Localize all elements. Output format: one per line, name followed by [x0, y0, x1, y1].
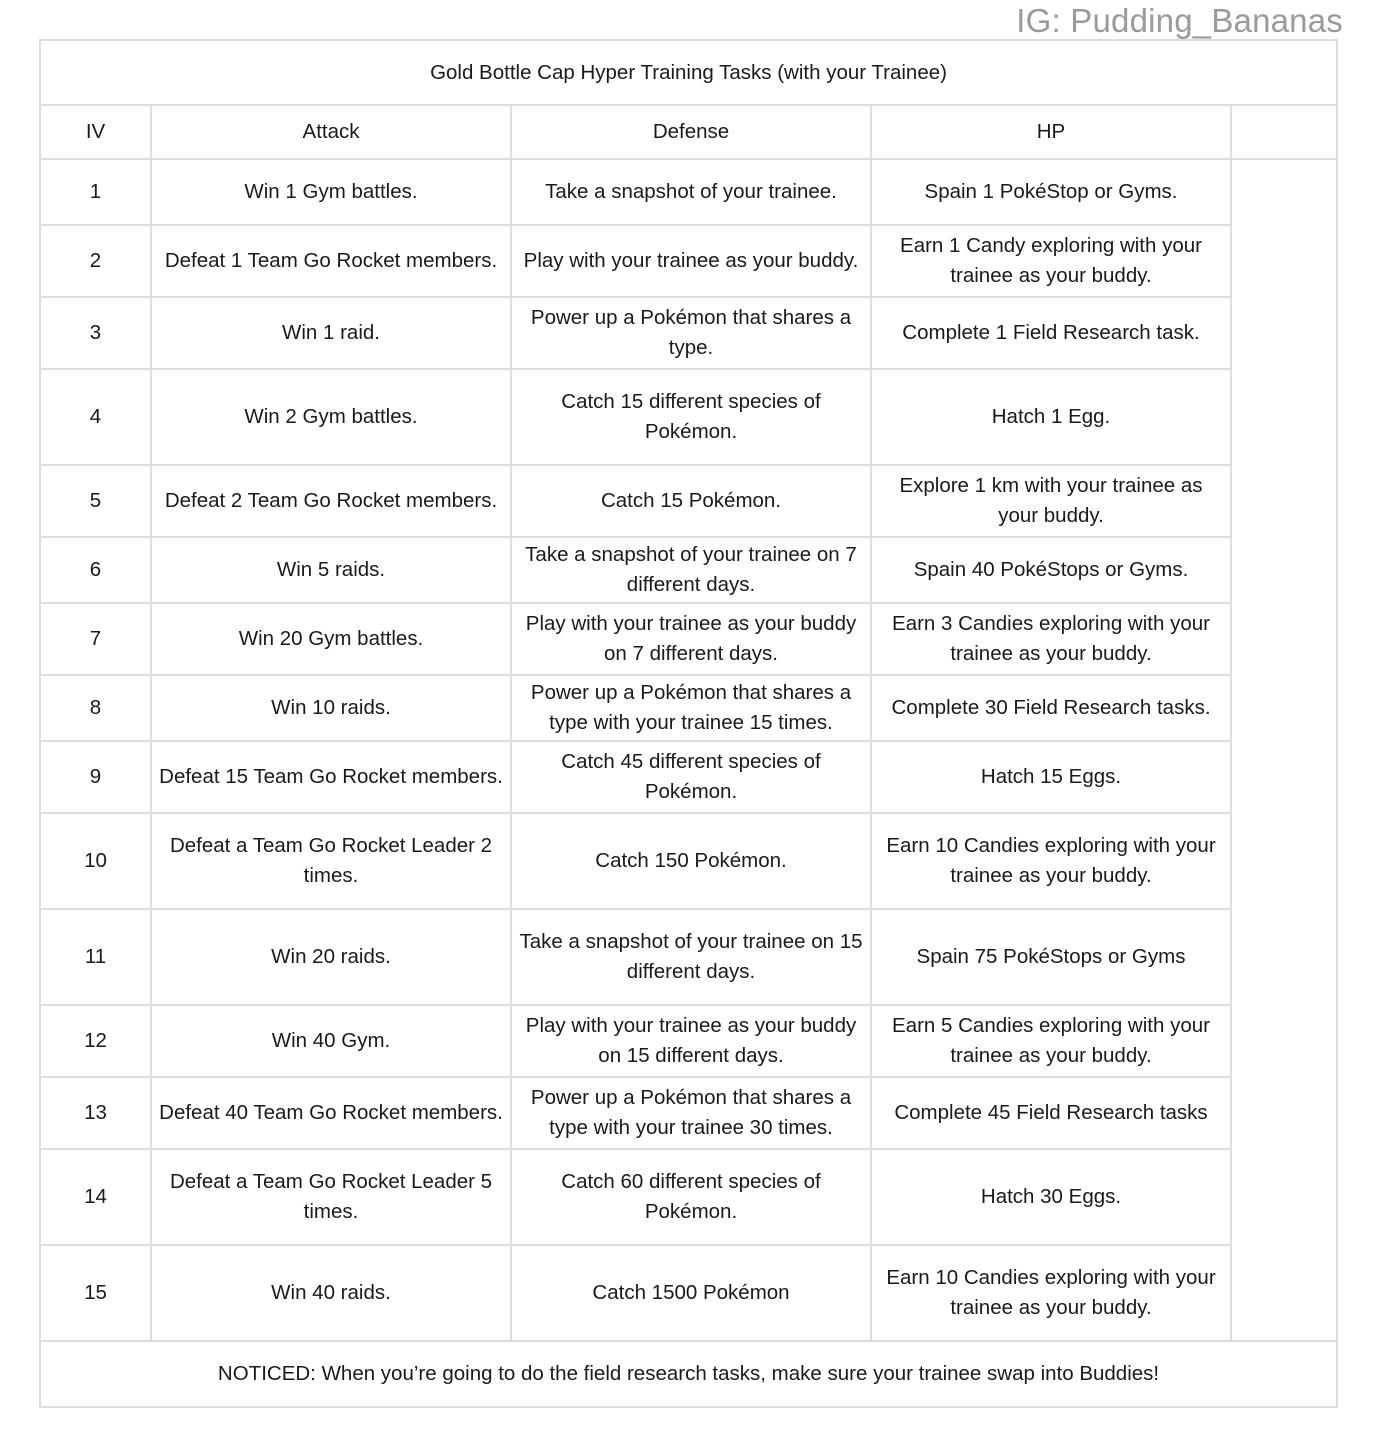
cell-defense: Catch 60 different species of Pokémon. — [511, 1149, 871, 1245]
cell-hp: Explore 1 km with your trainee as your buddy. — [871, 465, 1231, 537]
cell-iv: 1 — [40, 159, 151, 225]
table-row — [40, 1245, 1337, 1341]
cell-hp: Hatch 1 Egg. — [871, 369, 1231, 465]
header-extra — [1231, 105, 1337, 159]
cell-iv: 12 — [40, 1005, 151, 1077]
header-attack: Attack — [151, 105, 511, 159]
table-row — [40, 1005, 1337, 1077]
cell-iv: 9 — [40, 741, 151, 813]
table-row — [40, 741, 1337, 813]
cell-iv: 13 — [40, 1077, 151, 1149]
hyper-training-table — [39, 39, 1338, 1408]
cell-hp: Earn 5 Candies exploring with your trainee as your buddy. — [871, 1005, 1231, 1077]
notice-text: NOTICED: When you’re going to do the field research tasks, make sure your trainee swap into Buddies! — [40, 1341, 1337, 1407]
cell-attack: Win 40 raids. — [151, 1245, 511, 1341]
cell-iv: 8 — [40, 675, 151, 741]
cell-attack: Win 20 Gym battles. — [151, 603, 511, 675]
cell-attack: Win 1 raid. — [151, 297, 511, 369]
cell-attack: Defeat a Team Go Rocket Leader 2 times. — [151, 813, 511, 909]
cell-iv: 4 — [40, 369, 151, 465]
cell-iv: 10 — [40, 813, 151, 909]
cell-attack: Win 20 raids. — [151, 909, 511, 1005]
header-defense: Defense — [511, 105, 871, 159]
cell-iv: 2 — [40, 225, 151, 297]
cell-attack: Defeat 15 Team Go Rocket members. — [151, 741, 511, 813]
cell-hp: Complete 30 Field Research tasks. — [871, 675, 1231, 741]
cell-attack: Win 40 Gym. — [151, 1005, 511, 1077]
cell-defense: Power up a Pokémon that shares a type. — [511, 297, 871, 369]
cell-defense: Play with your trainee as your buddy. — [511, 225, 871, 297]
cell-defense: Power up a Pokémon that shares a type with your trainee 30 times. — [511, 1077, 871, 1149]
empty-merged-cell — [1231, 159, 1337, 1341]
cell-defense: Play with your trainee as your buddy on 15 different days. — [511, 1005, 871, 1077]
cell-defense: Take a snapshot of your trainee on 7 different days. — [511, 537, 871, 603]
header-hp: HP — [871, 105, 1231, 159]
watermark: IG: Pudding_Bananas — [1016, 2, 1343, 39]
table-row — [40, 465, 1337, 537]
table-title: Gold Bottle Cap Hyper Training Tasks (with your Trainee) — [40, 40, 1337, 105]
cell-hp: Spain 1 PokéStop or Gyms. — [871, 159, 1231, 225]
cell-defense: Catch 15 different species of Pokémon. — [511, 369, 871, 465]
cell-hp: Earn 1 Candy exploring with your trainee as your buddy. — [871, 225, 1231, 297]
cell-defense: Take a snapshot of your trainee. — [511, 159, 871, 225]
cell-attack: Defeat 1 Team Go Rocket members. — [151, 225, 511, 297]
cell-hp: Spain 75 PokéStops or Gyms — [871, 909, 1231, 1005]
cell-defense: Take a snapshot of your trainee on 15 different days. — [511, 909, 871, 1005]
table-row — [40, 297, 1337, 369]
cell-attack: Win 10 raids. — [151, 675, 511, 741]
table-row — [40, 813, 1337, 909]
cell-attack: Win 1 Gym battles. — [151, 159, 511, 225]
cell-hp: Earn 10 Candies exploring with your trainee as your buddy. — [871, 813, 1231, 909]
table-row — [40, 909, 1337, 1005]
cell-attack: Win 2 Gym battles. — [151, 369, 511, 465]
table-row — [40, 537, 1337, 603]
cell-iv: 14 — [40, 1149, 151, 1245]
cell-hp: Earn 10 Candies exploring with your trainee as your buddy. — [871, 1245, 1231, 1341]
cell-iv: 6 — [40, 537, 151, 603]
cell-attack: Win 5 raids. — [151, 537, 511, 603]
table-row — [40, 369, 1337, 465]
cell-defense: Play with your trainee as your buddy on 7 different days. — [511, 603, 871, 675]
cell-hp: Hatch 15 Eggs. — [871, 741, 1231, 813]
cell-defense: Catch 1500 Pokémon — [511, 1245, 871, 1341]
header-row — [40, 105, 1337, 159]
cell-attack: Defeat 40 Team Go Rocket members. — [151, 1077, 511, 1149]
cell-hp: Complete 1 Field Research task. — [871, 297, 1231, 369]
table-row — [40, 159, 1337, 225]
title-row — [40, 40, 1337, 105]
cell-hp: Hatch 30 Eggs. — [871, 1149, 1231, 1245]
table-row — [40, 1149, 1337, 1245]
notice-row — [40, 1341, 1337, 1407]
table-row — [40, 603, 1337, 675]
cell-iv: 3 — [40, 297, 151, 369]
cell-iv: 11 — [40, 909, 151, 1005]
cell-defense: Catch 15 Pokémon. — [511, 465, 871, 537]
cell-iv: 5 — [40, 465, 151, 537]
table-row — [40, 675, 1337, 741]
cell-hp: Complete 45 Field Research tasks — [871, 1077, 1231, 1149]
cell-defense: Power up a Pokémon that shares a type with your trainee 15 times. — [511, 675, 871, 741]
cell-defense: Catch 150 Pokémon. — [511, 813, 871, 909]
cell-attack: Defeat 2 Team Go Rocket members. — [151, 465, 511, 537]
cell-iv: 15 — [40, 1245, 151, 1341]
cell-defense: Catch 45 different species of Pokémon. — [511, 741, 871, 813]
cell-hp: Earn 3 Candies exploring with your trainee as your buddy. — [871, 603, 1231, 675]
cell-hp: Spain 40 PokéStops or Gyms. — [871, 537, 1231, 603]
cell-iv: 7 — [40, 603, 151, 675]
table-row — [40, 1077, 1337, 1149]
cell-attack: Defeat a Team Go Rocket Leader 5 times. — [151, 1149, 511, 1245]
table-row — [40, 225, 1337, 297]
header-iv: IV — [40, 105, 151, 159]
